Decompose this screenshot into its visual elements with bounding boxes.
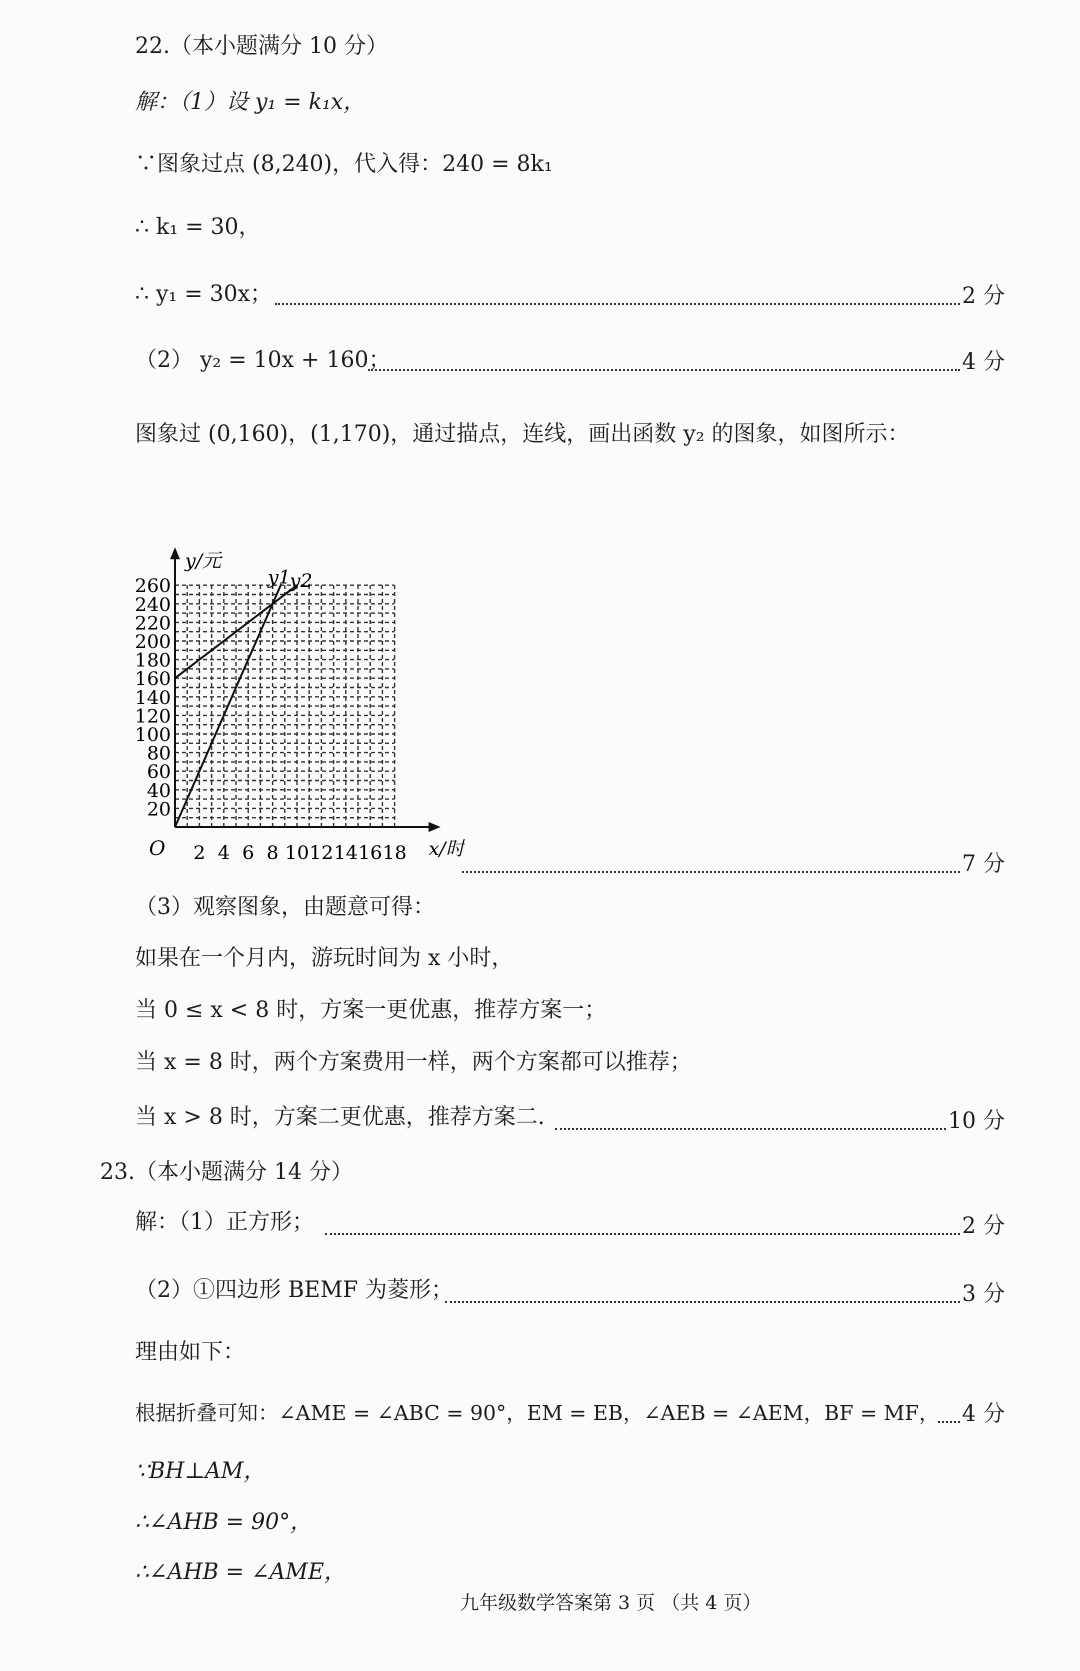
- y-tick-label: 180: [134, 649, 171, 672]
- x-tick-label: 18: [382, 842, 407, 864]
- q22-line-5: （2） y₂ = 10x + 160；: [135, 348, 391, 373]
- q23-line-3: 理由如下：: [135, 1340, 246, 1365]
- y-tick-label: 100: [134, 724, 171, 746]
- score-label: 10 分: [948, 1109, 1005, 1134]
- x-tick-label: 14: [333, 842, 358, 864]
- q22-leader-3: [462, 850, 1005, 880]
- score-label: 4 分: [962, 350, 1005, 375]
- x-tick-label: 2: [193, 842, 206, 864]
- y-tick-label: 80: [146, 742, 171, 765]
- score-label: 2 分: [962, 284, 1005, 309]
- q22-line-4: ∴ y₁ = 30x；: [135, 282, 273, 307]
- x-tick-label: 6: [242, 842, 255, 864]
- score-label: 4 分: [962, 1402, 1005, 1427]
- score-label: 7 分: [962, 852, 1005, 877]
- q23-leader-3: [938, 1400, 1005, 1430]
- function-graph: [120, 475, 465, 875]
- x-tick-label: 12: [309, 842, 334, 864]
- score-label: 2 分: [962, 1214, 1005, 1239]
- q22-leader-4: [555, 1107, 1005, 1137]
- q22-line-9: 当 0 ≤ x < 8 时，方案一更优惠，推荐方案一；: [135, 998, 607, 1023]
- q22-line-11: 当 x > 8 时，方案二更优惠，推荐方案二.: [135, 1105, 545, 1130]
- q23-line-5: ∵BH⊥AM，: [135, 1459, 266, 1484]
- q22-leader-1: [275, 282, 1005, 312]
- q23-line-2: （2）①四边形 BEMF 为菱形；: [135, 1278, 454, 1303]
- q22-line-8: 如果在一个月内，游玩时间为 x 小时，: [135, 946, 514, 971]
- y-tick-label: 40: [146, 779, 171, 802]
- q22-line-6: 图象过 (0,160)，(1,170)，通过描点，连线，画出函数 y₂ 的图象，如图所示：: [135, 422, 910, 447]
- y-axis-label: y/元: [185, 550, 222, 573]
- y-tick-label: 220: [134, 612, 171, 635]
- y-tick-label: 60: [146, 761, 171, 784]
- y-tick-label: 120: [134, 705, 171, 728]
- x-axis-arrow: [429, 822, 441, 832]
- q22-header: 22.（本小题满分 10 分）: [135, 34, 388, 59]
- y-tick-label: 260: [134, 575, 171, 598]
- q23-header: 23.（本小题满分 14 分）: [100, 1160, 353, 1185]
- q22-line-10: 当 x = 8 时，两个方案费用一样，两个方案都可以推荐；: [135, 1050, 692, 1075]
- y-axis-arrow: [170, 547, 180, 559]
- q22-line-7: （3）观察图象，由题意可得：: [135, 895, 435, 920]
- page-footer: 九年级数学答案第 3 页 （共 4 页）: [460, 1592, 762, 1614]
- y-tick-label: 20: [146, 798, 171, 821]
- q23-leader-1: [325, 1212, 1005, 1242]
- x-axis-label: x/时: [428, 838, 465, 860]
- q22-line-1: 解：（1）设 y₁ = k₁x，: [135, 90, 366, 115]
- q23-line-6: ∴∠AHB = 90°，: [135, 1510, 313, 1535]
- q23-line-7: ∴∠AHB = ∠AME，: [135, 1560, 346, 1585]
- y-tick-label: 200: [134, 631, 171, 653]
- q23-line-4: 根据折叠可知：∠AME = ∠ABC = 90°，EM = EB，∠AEB = ∠AEM，BF = MF，: [135, 1401, 940, 1425]
- q22-line-3: ∴ k₁ = 30，: [135, 215, 261, 240]
- q22-line-2: ∵图象过点 (8,240)，代入得：240 = 8k₁: [135, 152, 553, 177]
- x-tick-label: 16: [358, 842, 383, 864]
- q22-leader-2: [368, 348, 1005, 378]
- y-tick-label: 240: [134, 593, 171, 616]
- q23-line-1: 解：（1）正方形；: [135, 1210, 314, 1235]
- series-label-y2: y2: [289, 570, 313, 593]
- series-label-y1: y1: [267, 566, 291, 589]
- y-tick-label: 160: [134, 668, 171, 691]
- x-tick-label: 4: [217, 842, 230, 864]
- x-tick-label: 10: [284, 842, 310, 864]
- x-tick-label: 8: [266, 842, 279, 864]
- score-label: 3 分: [962, 1282, 1005, 1307]
- y-tick-label: 140: [134, 686, 171, 709]
- q23-leader-2: [445, 1280, 1005, 1310]
- origin-label: O: [149, 836, 166, 860]
